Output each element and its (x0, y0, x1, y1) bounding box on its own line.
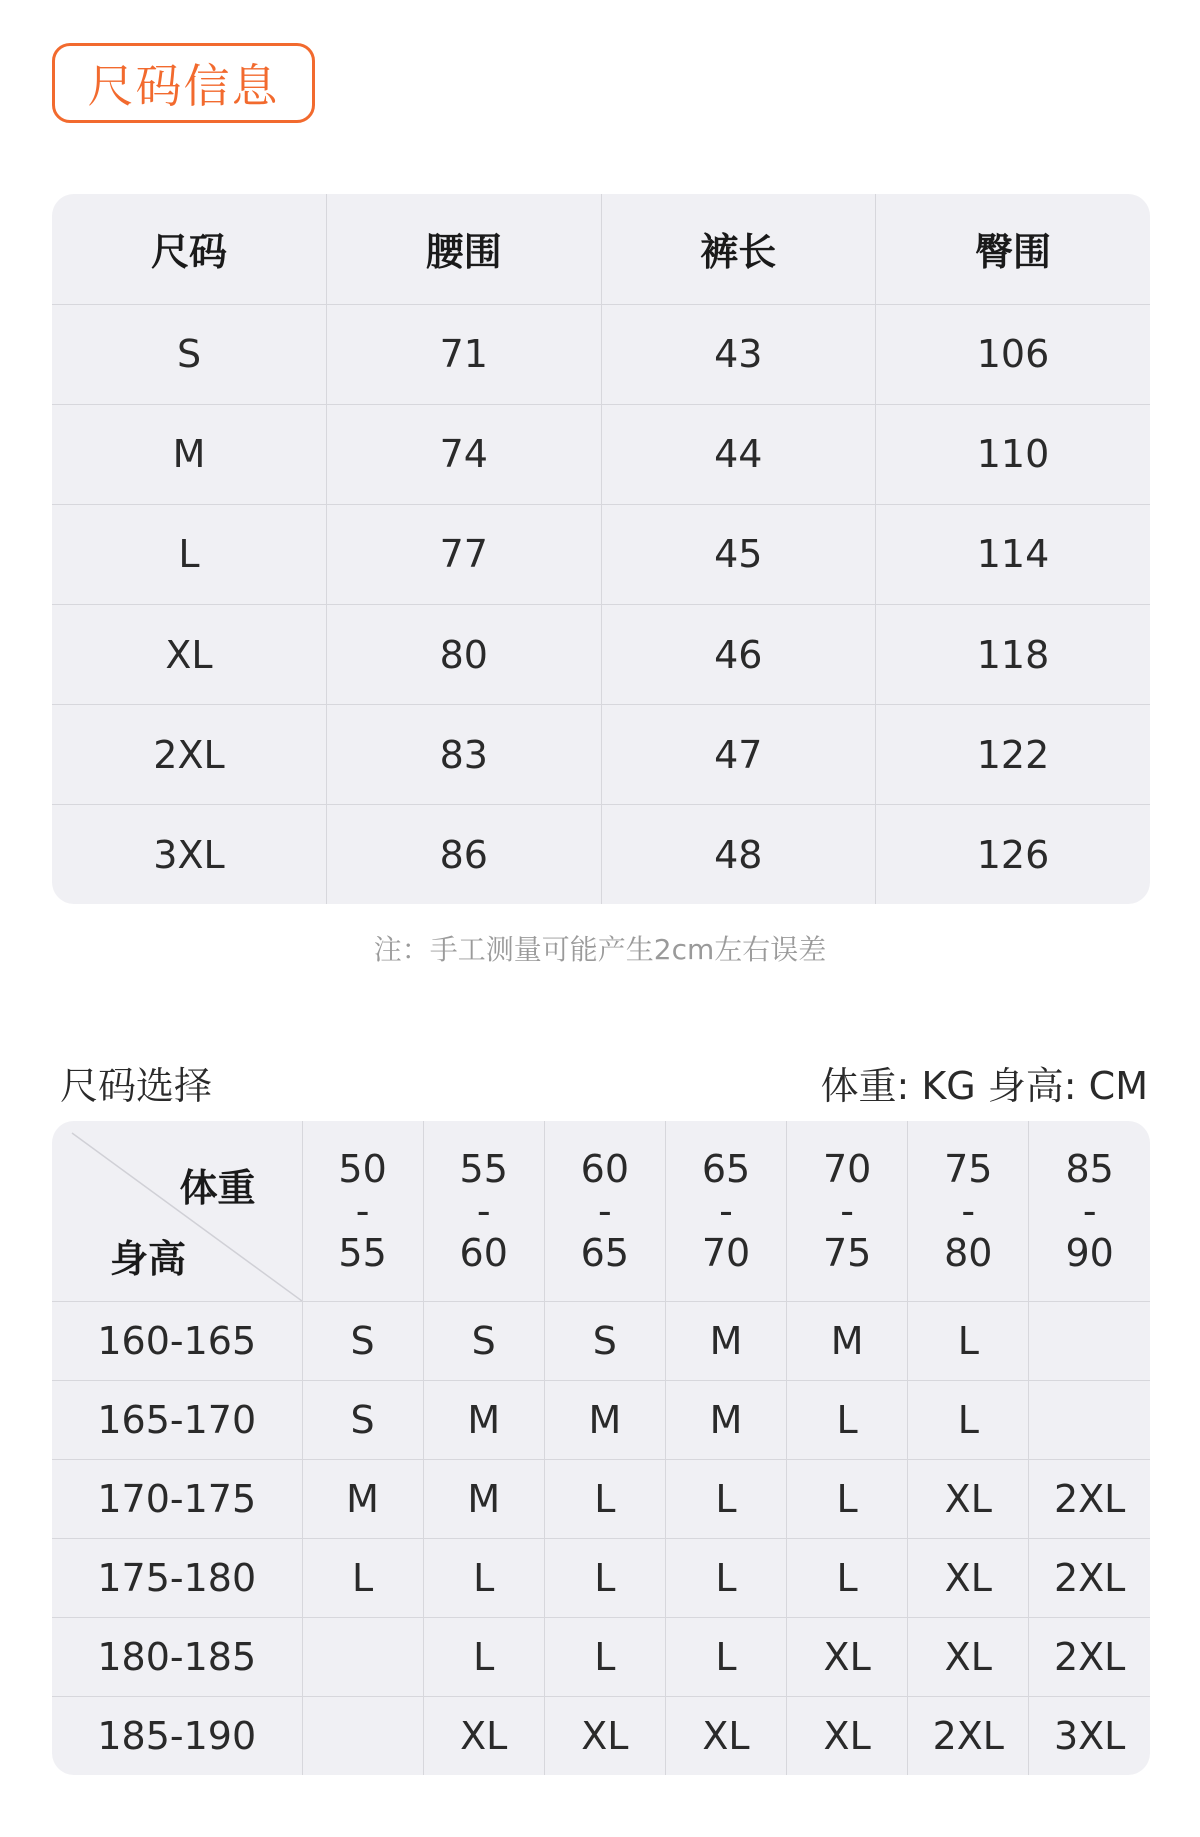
weight-from: 55 (459, 1146, 508, 1191)
weight-dash: - (476, 1188, 491, 1233)
size-cell: L (544, 1459, 665, 1538)
table-row (52, 1697, 1150, 1775)
cell-waist: 77 (327, 504, 602, 604)
cell-hip: 118 (876, 605, 1151, 705)
size-cell: L (302, 1538, 423, 1617)
weight-dash: - (719, 1188, 733, 1233)
size-cell: XL (665, 1697, 786, 1775)
height-range: 185-190 (52, 1697, 302, 1775)
cell-size: S (52, 304, 327, 404)
table-row (52, 1380, 1150, 1459)
size-cell: S (423, 1301, 544, 1380)
size-cell: 2XL (1029, 1618, 1150, 1697)
weight-to: 90 (1065, 1230, 1114, 1275)
table-row (52, 1618, 1150, 1697)
size-cell: M (423, 1459, 544, 1538)
size-cell: L (423, 1538, 544, 1617)
cell-size: M (52, 404, 327, 504)
weight-dash: - (355, 1188, 370, 1233)
weight-dash: - (1082, 1188, 1097, 1233)
weight-to: 80 (944, 1230, 993, 1275)
corner-height-label: 身高 (110, 1236, 187, 1281)
table-row (52, 605, 1150, 705)
cell-hip: 126 (976, 832, 1050, 877)
table-row (52, 805, 1150, 904)
cell-length: 46 (601, 605, 876, 705)
size-cell: XL (908, 1538, 1029, 1617)
header-size: 尺码 (52, 194, 327, 304)
size-cell: XL (908, 1618, 1029, 1697)
size-cell (302, 1618, 423, 1697)
weight-range (665, 1121, 786, 1301)
table-row (52, 304, 1150, 404)
weight-from: 50 (338, 1146, 387, 1191)
weight-range (302, 1121, 423, 1301)
cell-length: 44 (601, 404, 876, 504)
size-cell: 2XL (908, 1697, 1029, 1775)
height-range: 165-170 (52, 1380, 302, 1459)
weight-to: 55 (338, 1230, 387, 1275)
cell-size: 3XL (52, 805, 327, 904)
weight-range (787, 1121, 908, 1301)
size-cell: L (787, 1380, 908, 1459)
weight-range (544, 1121, 665, 1301)
size-cell: L (544, 1618, 665, 1697)
size-cell: M (302, 1459, 423, 1538)
size-selection-table (52, 1121, 1150, 1775)
weight-dash: - (840, 1188, 854, 1233)
weight-from: 65 (701, 1146, 751, 1191)
size-cell: L (423, 1618, 544, 1697)
size-cell (302, 1697, 423, 1775)
weight-range (908, 1121, 1029, 1301)
size-cell: M (423, 1380, 544, 1459)
weight-to: 70 (701, 1230, 751, 1275)
measurement-note: 注：手工测量可能产生2cm左右误差 (373, 933, 827, 966)
corner-cell (52, 1121, 302, 1301)
size-cell (1029, 1301, 1150, 1380)
weight-to: 65 (580, 1230, 630, 1275)
size-cell: L (544, 1538, 665, 1617)
weight-dash: - (961, 1188, 976, 1233)
table-row (52, 705, 1150, 805)
weight-range (1029, 1121, 1150, 1301)
table-row (52, 1459, 1150, 1538)
size-cell: XL (423, 1697, 544, 1775)
size-measurement-table (52, 194, 1150, 904)
table-header-row (52, 194, 1150, 304)
size-cell: L (787, 1538, 908, 1617)
section-badge-size-info: 尺码信息 (52, 43, 315, 123)
size-cell (1029, 1380, 1150, 1459)
corner-weight-label: 体重 (179, 1166, 256, 1210)
weight-to: 75 (822, 1230, 872, 1275)
weight-from: 75 (944, 1146, 993, 1191)
cell-hip: 122 (876, 705, 1151, 805)
size-cell: 3XL (1053, 1714, 1126, 1759)
size-cell: L (665, 1538, 786, 1617)
cell-waist: 86 (327, 805, 602, 904)
cell-size: L (52, 504, 327, 604)
weight-from: 85 (1065, 1146, 1114, 1191)
cell-size: 2XL (52, 705, 327, 805)
size-cell: M (544, 1380, 665, 1459)
height-range: 160-165 (52, 1301, 302, 1380)
table-row (52, 404, 1150, 504)
size-cell: XL (908, 1459, 1029, 1538)
weight-from: 60 (580, 1146, 630, 1191)
size-cell: S (302, 1301, 423, 1380)
cell-length: 47 (601, 705, 876, 805)
size-cell: L (665, 1459, 786, 1538)
size-cell: XL (544, 1697, 665, 1775)
size-cell: M (787, 1301, 908, 1380)
cell-waist: 80 (327, 605, 602, 705)
cell-hip: 114 (876, 504, 1151, 604)
size-cell: M (665, 1301, 786, 1380)
height-range: 170-175 (52, 1459, 302, 1538)
cell-waist: 71 (327, 304, 602, 404)
header-hip: 臀围 (876, 194, 1151, 304)
table-row (52, 1538, 1150, 1617)
weight-dash: - (597, 1188, 612, 1233)
weight-from: 70 (822, 1146, 872, 1191)
size-cell: L (908, 1301, 1029, 1380)
table-row (52, 1301, 1150, 1380)
cell-hip: 110 (876, 404, 1151, 504)
size-cell: L (665, 1618, 786, 1697)
header-waist: 腰围 (327, 194, 602, 304)
cell-hip: 106 (876, 304, 1151, 404)
size-selection-title: 尺码选择 (60, 1064, 213, 1108)
table-row (52, 504, 1150, 604)
size-cell: L (787, 1459, 908, 1538)
size-cell: XL (787, 1618, 908, 1697)
cell-length: 43 (601, 304, 876, 404)
cell-size: XL (52, 605, 327, 705)
size-cell: 2XL (1029, 1538, 1150, 1617)
height-range: 180-185 (52, 1618, 302, 1697)
size-cell: 2XL (1029, 1459, 1150, 1538)
size-cell: M (665, 1380, 786, 1459)
size-cell: S (544, 1301, 665, 1380)
cell-length: 48 (601, 805, 876, 904)
header-length: 裤长 (601, 194, 876, 304)
weight-range (423, 1121, 544, 1301)
cell-length: 45 (601, 504, 876, 604)
cell-waist: 74 (327, 404, 602, 504)
size-cell: XL (787, 1697, 908, 1775)
cell-waist: 83 (327, 705, 602, 805)
size-cell: S (302, 1380, 423, 1459)
weight-header-row (52, 1121, 1150, 1301)
height-range: 175-180 (52, 1538, 302, 1617)
units-label: 体重: KG 身高: CM (820, 1064, 1148, 1108)
weight-to: 60 (459, 1230, 508, 1275)
size-cell: L (908, 1380, 1029, 1459)
